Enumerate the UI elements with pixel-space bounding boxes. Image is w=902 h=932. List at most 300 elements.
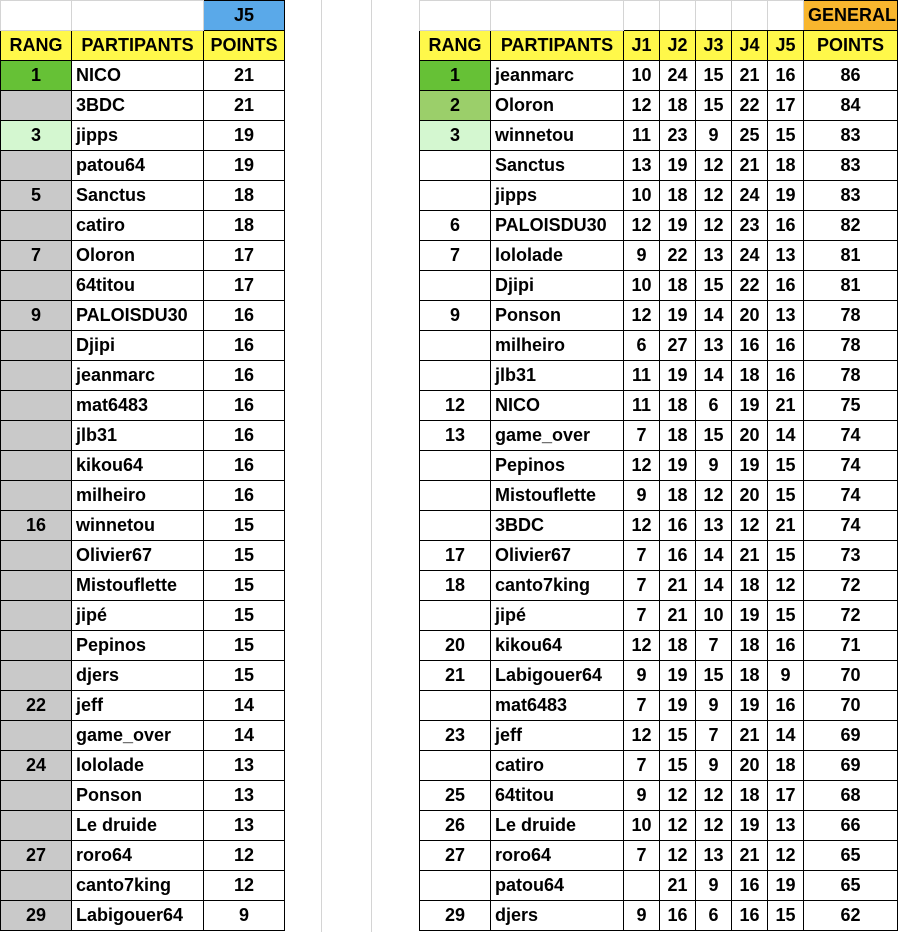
round-j1-cell: 12 bbox=[624, 721, 660, 751]
points-cell: 16 bbox=[204, 361, 285, 391]
rank-cell bbox=[1, 361, 72, 391]
round-j2-cell: 18 bbox=[660, 481, 696, 511]
table-row bbox=[1, 541, 285, 571]
round-j5-cell: 9 bbox=[768, 661, 804, 691]
round-j5-cell: 15 bbox=[768, 901, 804, 931]
participant-name: canto7king bbox=[72, 871, 204, 901]
round-j4-cell: 18 bbox=[732, 631, 768, 661]
rank-cell: 2 bbox=[420, 91, 491, 121]
points-cell: 19 bbox=[204, 121, 285, 151]
rank-cell bbox=[1, 91, 72, 121]
points-cell: 17 bbox=[204, 271, 285, 301]
rank-cell: 29 bbox=[420, 901, 491, 931]
round-j2-cell: 16 bbox=[660, 541, 696, 571]
rank-cell bbox=[1, 451, 72, 481]
round-j2-cell: 19 bbox=[660, 451, 696, 481]
points-cell: 16 bbox=[204, 331, 285, 361]
participant-name: roro64 bbox=[72, 841, 204, 871]
points-cell: 16 bbox=[204, 481, 285, 511]
rank-cell: 27 bbox=[420, 841, 491, 871]
table-row bbox=[420, 481, 898, 511]
points-cell: 16 bbox=[204, 391, 285, 421]
rank-cell: 9 bbox=[420, 301, 491, 331]
left-header-participants: PARTIPANTS bbox=[72, 31, 204, 61]
round-j1-cell: 9 bbox=[624, 241, 660, 271]
round-j2-cell: 12 bbox=[660, 841, 696, 871]
rank-cell: 5 bbox=[1, 181, 72, 211]
table-row bbox=[1, 211, 285, 241]
rank-cell bbox=[1, 781, 72, 811]
rank-cell bbox=[1, 631, 72, 661]
total-points-cell: 66 bbox=[804, 811, 898, 841]
round-j4-cell: 21 bbox=[732, 841, 768, 871]
right-header-j2: J2 bbox=[660, 31, 696, 61]
table-row bbox=[420, 901, 898, 931]
participant-name: Oloron bbox=[491, 91, 624, 121]
round-j4-cell: 18 bbox=[732, 781, 768, 811]
rank-cell bbox=[420, 331, 491, 361]
rank-cell bbox=[1, 391, 72, 421]
round-j3-cell: 9 bbox=[696, 121, 732, 151]
table-row bbox=[1, 781, 285, 811]
participant-name: jipé bbox=[491, 601, 624, 631]
round-j4-cell: 20 bbox=[732, 421, 768, 451]
table-row bbox=[1, 271, 285, 301]
participant-name: patou64 bbox=[72, 151, 204, 181]
points-cell: 16 bbox=[204, 421, 285, 451]
round-j3-cell: 15 bbox=[696, 421, 732, 451]
round-j4-cell: 21 bbox=[732, 151, 768, 181]
participant-name: Sanctus bbox=[72, 181, 204, 211]
round-j3-cell: 13 bbox=[696, 511, 732, 541]
table-row bbox=[1, 61, 285, 91]
round-j1-cell: 7 bbox=[624, 601, 660, 631]
round-j2-cell: 16 bbox=[660, 901, 696, 931]
points-cell: 15 bbox=[204, 511, 285, 541]
total-points-cell: 81 bbox=[804, 241, 898, 271]
round-j4-cell: 16 bbox=[732, 871, 768, 901]
rank-cell: 9 bbox=[1, 301, 72, 331]
total-points-cell: 86 bbox=[804, 61, 898, 91]
table-row bbox=[420, 511, 898, 541]
participant-name: jipé bbox=[72, 601, 204, 631]
points-cell: 14 bbox=[204, 691, 285, 721]
round-j4-cell: 20 bbox=[732, 751, 768, 781]
table-row bbox=[1, 181, 285, 211]
rank-cell bbox=[420, 601, 491, 631]
table-row bbox=[420, 871, 898, 901]
round-j5-cell: 19 bbox=[768, 181, 804, 211]
participant-name: milheiro bbox=[491, 331, 624, 361]
points-cell: 15 bbox=[204, 631, 285, 661]
participant-name: NICO bbox=[72, 61, 204, 91]
participant-name: jlb31 bbox=[491, 361, 624, 391]
round-j5-cell: 13 bbox=[768, 301, 804, 331]
table-row bbox=[420, 781, 898, 811]
round-j2-cell: 27 bbox=[660, 331, 696, 361]
left-header-rang: RANG bbox=[1, 31, 72, 61]
participant-name: winnetou bbox=[491, 121, 624, 151]
rank-cell bbox=[1, 541, 72, 571]
round-j1-cell: 6 bbox=[624, 331, 660, 361]
total-points-cell: 74 bbox=[804, 511, 898, 541]
round-j1-cell: 10 bbox=[624, 61, 660, 91]
table-row bbox=[1, 871, 285, 901]
table-row bbox=[1, 241, 285, 271]
round-j5-cell: 12 bbox=[768, 571, 804, 601]
participant-name: Le druide bbox=[491, 811, 624, 841]
round-j3-cell: 12 bbox=[696, 781, 732, 811]
total-points-cell: 65 bbox=[804, 841, 898, 871]
table-row bbox=[1, 451, 285, 481]
round-j1-cell: 7 bbox=[624, 421, 660, 451]
table-row bbox=[1, 601, 285, 631]
participant-name: PALOISDU30 bbox=[72, 301, 204, 331]
rank-cell bbox=[420, 451, 491, 481]
table-row bbox=[1, 361, 285, 391]
table-row bbox=[420, 721, 898, 751]
round-j1-cell: 12 bbox=[624, 211, 660, 241]
table-row bbox=[420, 391, 898, 421]
points-cell: 17 bbox=[204, 241, 285, 271]
table-row bbox=[420, 91, 898, 121]
rank-cell bbox=[420, 181, 491, 211]
right-header-j3: J3 bbox=[696, 31, 732, 61]
round-j3-cell: 6 bbox=[696, 391, 732, 421]
round-j3-cell: 14 bbox=[696, 301, 732, 331]
total-points-cell: 84 bbox=[804, 91, 898, 121]
round-j5-cell: 14 bbox=[768, 721, 804, 751]
right-top-blank bbox=[696, 1, 732, 31]
table-row bbox=[1, 571, 285, 601]
round-j4-cell: 20 bbox=[732, 481, 768, 511]
points-cell: 14 bbox=[204, 721, 285, 751]
participant-name: jlb31 bbox=[72, 421, 204, 451]
rank-cell bbox=[420, 481, 491, 511]
left-header-row bbox=[1, 31, 285, 61]
participant-name: winnetou bbox=[72, 511, 204, 541]
round-j1-cell: 12 bbox=[624, 301, 660, 331]
round-j3-cell: 12 bbox=[696, 181, 732, 211]
rank-cell: 3 bbox=[420, 121, 491, 151]
table-row bbox=[1, 901, 285, 931]
round-j4-cell: 19 bbox=[732, 451, 768, 481]
rank-cell: 17 bbox=[420, 541, 491, 571]
round-j2-cell: 19 bbox=[660, 361, 696, 391]
participant-name: Sanctus bbox=[491, 151, 624, 181]
round-j5-cell: 14 bbox=[768, 421, 804, 451]
rank-cell: 1 bbox=[420, 61, 491, 91]
round-j1-cell: 12 bbox=[624, 631, 660, 661]
right-header-points: POINTS bbox=[804, 31, 898, 61]
round-j4-cell: 18 bbox=[732, 661, 768, 691]
round-j3-cell: 7 bbox=[696, 631, 732, 661]
table-row bbox=[1, 841, 285, 871]
points-cell: 13 bbox=[204, 751, 285, 781]
round-j5-cell: 16 bbox=[768, 271, 804, 301]
round-j2-cell: 18 bbox=[660, 181, 696, 211]
table-row bbox=[420, 241, 898, 271]
round-j5-cell: 19 bbox=[768, 871, 804, 901]
total-points-cell: 70 bbox=[804, 661, 898, 691]
right-header-j4: J4 bbox=[732, 31, 768, 61]
points-cell: 21 bbox=[204, 91, 285, 121]
left-top-row bbox=[1, 1, 285, 31]
participant-name: djers bbox=[491, 901, 624, 931]
participant-name: catiro bbox=[72, 211, 204, 241]
round-j4-cell: 21 bbox=[732, 721, 768, 751]
table-row bbox=[1, 691, 285, 721]
total-points-cell: 74 bbox=[804, 451, 898, 481]
round-j2-cell: 12 bbox=[660, 781, 696, 811]
rank-cell bbox=[420, 511, 491, 541]
round-j2-cell: 15 bbox=[660, 721, 696, 751]
rank-cell: 13 bbox=[420, 421, 491, 451]
rank-cell bbox=[420, 871, 491, 901]
rank-cell: 7 bbox=[1, 241, 72, 271]
round-j2-cell: 19 bbox=[660, 211, 696, 241]
round-j4-cell: 19 bbox=[732, 601, 768, 631]
round-j3-cell: 7 bbox=[696, 721, 732, 751]
total-points-cell: 81 bbox=[804, 271, 898, 301]
total-points-cell: 75 bbox=[804, 391, 898, 421]
round-j4-cell: 19 bbox=[732, 391, 768, 421]
table-row bbox=[1, 661, 285, 691]
total-points-cell: 82 bbox=[804, 211, 898, 241]
round-j5-cell: 21 bbox=[768, 511, 804, 541]
rank-cell bbox=[1, 421, 72, 451]
table-row bbox=[1, 751, 285, 781]
right-top-row bbox=[420, 1, 898, 31]
left-top-blank bbox=[1, 1, 72, 31]
round-j2-cell: 19 bbox=[660, 301, 696, 331]
table-row bbox=[420, 541, 898, 571]
rank-cell bbox=[1, 331, 72, 361]
rank-cell bbox=[1, 571, 72, 601]
total-points-cell: 72 bbox=[804, 601, 898, 631]
table-row bbox=[1, 511, 285, 541]
rank-cell: 3 bbox=[1, 121, 72, 151]
round-j5-cell: 18 bbox=[768, 751, 804, 781]
round-j3-cell: 13 bbox=[696, 241, 732, 271]
rank-cell bbox=[420, 271, 491, 301]
points-cell: 18 bbox=[204, 211, 285, 241]
round-j3-cell: 15 bbox=[696, 661, 732, 691]
rank-cell: 21 bbox=[420, 661, 491, 691]
round-j2-cell: 18 bbox=[660, 271, 696, 301]
total-points-cell: 69 bbox=[804, 751, 898, 781]
participant-name: lololade bbox=[491, 241, 624, 271]
round-j1-cell bbox=[624, 871, 660, 901]
participant-name: jipps bbox=[491, 181, 624, 211]
participant-name: Djipi bbox=[491, 271, 624, 301]
total-points-cell: 62 bbox=[804, 901, 898, 931]
round-j1-cell: 9 bbox=[624, 901, 660, 931]
round-j3-cell: 6 bbox=[696, 901, 732, 931]
rank-cell: 16 bbox=[1, 511, 72, 541]
round-j4-cell: 24 bbox=[732, 241, 768, 271]
table-row bbox=[420, 331, 898, 361]
table-row bbox=[1, 91, 285, 121]
round-j1-cell: 11 bbox=[624, 121, 660, 151]
round-j5-cell: 18 bbox=[768, 151, 804, 181]
round-j5-cell: 12 bbox=[768, 841, 804, 871]
round-j4-cell: 24 bbox=[732, 181, 768, 211]
round-j4-cell: 18 bbox=[732, 571, 768, 601]
round-j1-cell: 7 bbox=[624, 691, 660, 721]
round-j2-cell: 15 bbox=[660, 751, 696, 781]
right-header-participants: PARTIPANTS bbox=[491, 31, 624, 61]
rank-cell: 1 bbox=[1, 61, 72, 91]
rank-cell: 25 bbox=[420, 781, 491, 811]
table-row bbox=[420, 601, 898, 631]
participant-name: 64titou bbox=[491, 781, 624, 811]
points-cell: 21 bbox=[204, 61, 285, 91]
rank-cell bbox=[1, 601, 72, 631]
round-j1-cell: 9 bbox=[624, 781, 660, 811]
round-j5-cell: 16 bbox=[768, 691, 804, 721]
total-points-cell: 83 bbox=[804, 121, 898, 151]
rank-cell: 18 bbox=[420, 571, 491, 601]
round-j4-cell: 16 bbox=[732, 331, 768, 361]
rank-cell bbox=[1, 271, 72, 301]
round-j4-cell: 19 bbox=[732, 691, 768, 721]
round-j3-cell: 15 bbox=[696, 61, 732, 91]
round-j5-cell: 15 bbox=[768, 481, 804, 511]
round-j3-cell: 9 bbox=[696, 691, 732, 721]
round-j3-cell: 13 bbox=[696, 331, 732, 361]
participant-name: catiro bbox=[491, 751, 624, 781]
total-points-cell: 74 bbox=[804, 481, 898, 511]
round-j4-cell: 16 bbox=[732, 901, 768, 931]
round-j4-cell: 25 bbox=[732, 121, 768, 151]
table-row bbox=[420, 571, 898, 601]
total-points-cell: 78 bbox=[804, 361, 898, 391]
total-points-cell: 78 bbox=[804, 331, 898, 361]
table-row bbox=[1, 121, 285, 151]
points-cell: 15 bbox=[204, 661, 285, 691]
right-top-blank bbox=[660, 1, 696, 31]
round-j2-cell: 19 bbox=[660, 691, 696, 721]
round-j5-cell: 13 bbox=[768, 811, 804, 841]
round-j5-cell: 16 bbox=[768, 361, 804, 391]
rank-cell bbox=[1, 871, 72, 901]
j5-label: J5 bbox=[204, 1, 285, 31]
table-row bbox=[1, 631, 285, 661]
round-j1-cell: 7 bbox=[624, 541, 660, 571]
points-cell: 15 bbox=[204, 571, 285, 601]
round-j4-cell: 21 bbox=[732, 541, 768, 571]
round-j3-cell: 10 bbox=[696, 601, 732, 631]
rank-cell: 27 bbox=[1, 841, 72, 871]
round-j4-cell: 19 bbox=[732, 811, 768, 841]
participant-name: Oloron bbox=[72, 241, 204, 271]
round-j5-cell: 21 bbox=[768, 391, 804, 421]
participant-name: Pepinos bbox=[72, 631, 204, 661]
participant-name: Djipi bbox=[72, 331, 204, 361]
table-row bbox=[420, 421, 898, 451]
participant-name: Olivier67 bbox=[72, 541, 204, 571]
table-row bbox=[420, 151, 898, 181]
total-points-cell: 71 bbox=[804, 631, 898, 661]
total-points-cell: 83 bbox=[804, 181, 898, 211]
rank-cell bbox=[1, 481, 72, 511]
round-j5-cell: 15 bbox=[768, 601, 804, 631]
table-row bbox=[420, 811, 898, 841]
round-j3-cell: 14 bbox=[696, 361, 732, 391]
left-header-points: POINTS bbox=[204, 31, 285, 61]
round-j2-cell: 19 bbox=[660, 151, 696, 181]
round-j5-cell: 16 bbox=[768, 631, 804, 661]
right-top-blank bbox=[420, 1, 491, 31]
points-cell: 9 bbox=[204, 901, 285, 931]
participant-name: roro64 bbox=[491, 841, 624, 871]
participant-name: 3BDC bbox=[491, 511, 624, 541]
total-points-cell: 69 bbox=[804, 721, 898, 751]
table-row bbox=[1, 481, 285, 511]
points-cell: 12 bbox=[204, 871, 285, 901]
participant-name: jeanmarc bbox=[491, 61, 624, 91]
round-j1-cell: 12 bbox=[624, 451, 660, 481]
round-j4-cell: 20 bbox=[732, 301, 768, 331]
round-j4-cell: 22 bbox=[732, 271, 768, 301]
round-j4-cell: 18 bbox=[732, 361, 768, 391]
table-row bbox=[420, 841, 898, 871]
round-j3-cell: 12 bbox=[696, 481, 732, 511]
round-j3-cell: 12 bbox=[696, 811, 732, 841]
total-points-cell: 70 bbox=[804, 691, 898, 721]
table-row bbox=[1, 331, 285, 361]
rank-cell: 24 bbox=[1, 751, 72, 781]
rank-cell bbox=[1, 151, 72, 181]
table-row bbox=[420, 631, 898, 661]
right-top-blank bbox=[624, 1, 660, 31]
round-j1-cell: 10 bbox=[624, 181, 660, 211]
table-row bbox=[1, 811, 285, 841]
rank-cell bbox=[420, 691, 491, 721]
table-row bbox=[420, 61, 898, 91]
round-j2-cell: 21 bbox=[660, 601, 696, 631]
round-j2-cell: 18 bbox=[660, 631, 696, 661]
participant-name: PALOISDU30 bbox=[491, 211, 624, 241]
table-row bbox=[420, 691, 898, 721]
round-j2-cell: 21 bbox=[660, 871, 696, 901]
round-j1-cell: 7 bbox=[624, 571, 660, 601]
participant-name: jipps bbox=[72, 121, 204, 151]
round-j5-cell: 17 bbox=[768, 781, 804, 811]
round-j2-cell: 21 bbox=[660, 571, 696, 601]
round-j2-cell: 16 bbox=[660, 511, 696, 541]
j5-ranking-table bbox=[0, 0, 285, 931]
table-row bbox=[1, 421, 285, 451]
rank-cell: 26 bbox=[420, 811, 491, 841]
round-j5-cell: 15 bbox=[768, 121, 804, 151]
round-j2-cell: 22 bbox=[660, 241, 696, 271]
right-header-rang: RANG bbox=[420, 31, 491, 61]
participant-name: djers bbox=[72, 661, 204, 691]
round-j5-cell: 15 bbox=[768, 541, 804, 571]
participant-name: game_over bbox=[72, 721, 204, 751]
round-j3-cell: 12 bbox=[696, 151, 732, 181]
table-row bbox=[420, 301, 898, 331]
round-j1-cell: 12 bbox=[624, 91, 660, 121]
rank-cell: 29 bbox=[1, 901, 72, 931]
round-j2-cell: 18 bbox=[660, 391, 696, 421]
points-cell: 15 bbox=[204, 541, 285, 571]
round-j2-cell: 18 bbox=[660, 421, 696, 451]
right-top-blank bbox=[732, 1, 768, 31]
participant-name: jeanmarc bbox=[72, 361, 204, 391]
